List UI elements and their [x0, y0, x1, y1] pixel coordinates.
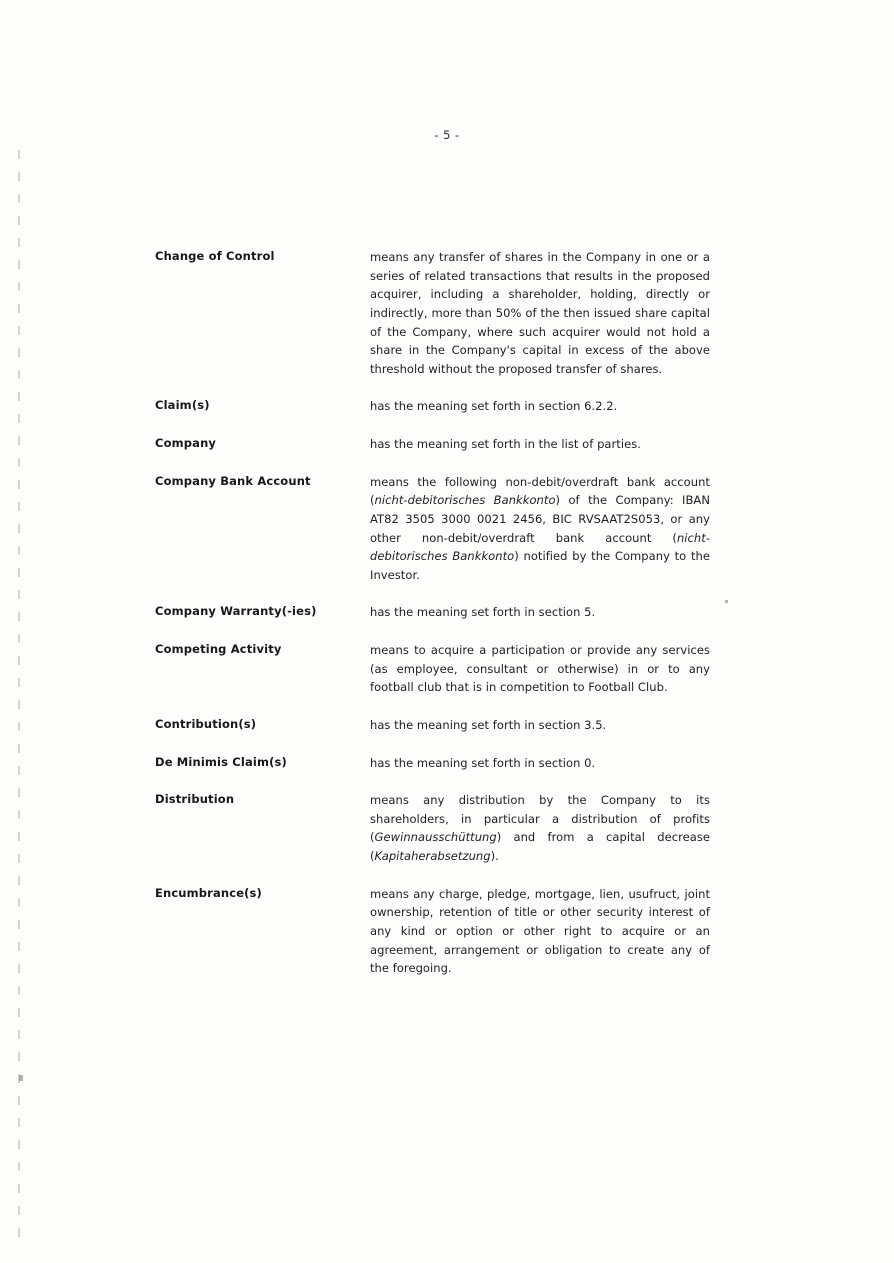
definition-entry: [155, 885, 710, 978]
definition-term: Claim(s): [155, 398, 210, 413]
definition-entry: [155, 397, 710, 416]
definition-text: has the meaning set forth in section 5.: [370, 605, 596, 620]
definition-entry: [155, 791, 710, 866]
definition-term: Company: [155, 436, 217, 450]
definition-term: Competing Activity: [155, 642, 282, 656]
definition-text: means any charge, pledge, mortgage, lien, usufruct, joint ownership, retention of title or other security interest of any kind or option or other right to acquire or an agreement, arrangement or obligation to create any of the foregoing.: [370, 886, 710, 976]
definition-term: De Minimis Claim(s): [155, 754, 287, 769]
definition-term: Distribution: [155, 792, 235, 807]
definition-term: Company Warranty(-ies): [155, 604, 317, 619]
page-number: - 5 -: [434, 128, 460, 142]
scan-speck: [725, 600, 728, 603]
definition-entry: [155, 716, 710, 735]
definition-term: Contribution(s): [155, 716, 257, 731]
definition-term: Change of Control: [155, 249, 275, 263]
definition-text: means any distribution by the Company to its shareholders, in particular a distribution of profits (Gewinnausschüttung) and from a capital decrease (Kapitaherabsetzung).: [370, 793, 710, 863]
definition-entry: [155, 641, 710, 697]
definition-text: has the meaning set forth in section 3.5.: [370, 717, 607, 732]
definition-text: means to acquire a participation or provide any services (as employee, consultant or otherwise) in or to any football club that is in competition to Football Club.: [370, 643, 710, 695]
definition-entry: [155, 754, 710, 773]
definition-term: Company Bank Account: [155, 473, 311, 488]
scan-artifact-left-margin: [18, 150, 20, 1250]
definition-term: Encumbrance(s): [155, 885, 262, 900]
definition-text: means the following non-debit/overdraft bank account (nicht-debitorisches Bankkonto) of the Company: IBAN AT82 3505 3000 0021 2456, BIC RVSAAT2S053, or any other non-debit/overdraft bank account (nicht-debitorisches Bankkonto) notified by the Company to the Investor.: [370, 474, 710, 582]
definition-entry: [155, 473, 710, 585]
definition-entry: [155, 248, 710, 378]
definition-entry: [155, 435, 710, 454]
definition-entry: [155, 603, 710, 622]
scan-speck: [19, 1075, 23, 1081]
definitions-list: [155, 248, 710, 997]
definition-text: has the meaning set forth in section 6.2.2.: [370, 399, 618, 414]
definition-text: means any transfer of shares in the Company in one or a series of related transactions that results in the proposed acquirer, including a shareholder, holding, directly or indirectly, more than 50% of the then issued share capital of the Company, where such acquirer would not hold a share in the Company's capital in excess of the above threshold without the proposed transfer of shares.: [370, 250, 710, 376]
definition-text: has the meaning set forth in the list of parties.: [370, 437, 641, 451]
definition-text: has the meaning set forth in section 0.: [370, 755, 596, 770]
